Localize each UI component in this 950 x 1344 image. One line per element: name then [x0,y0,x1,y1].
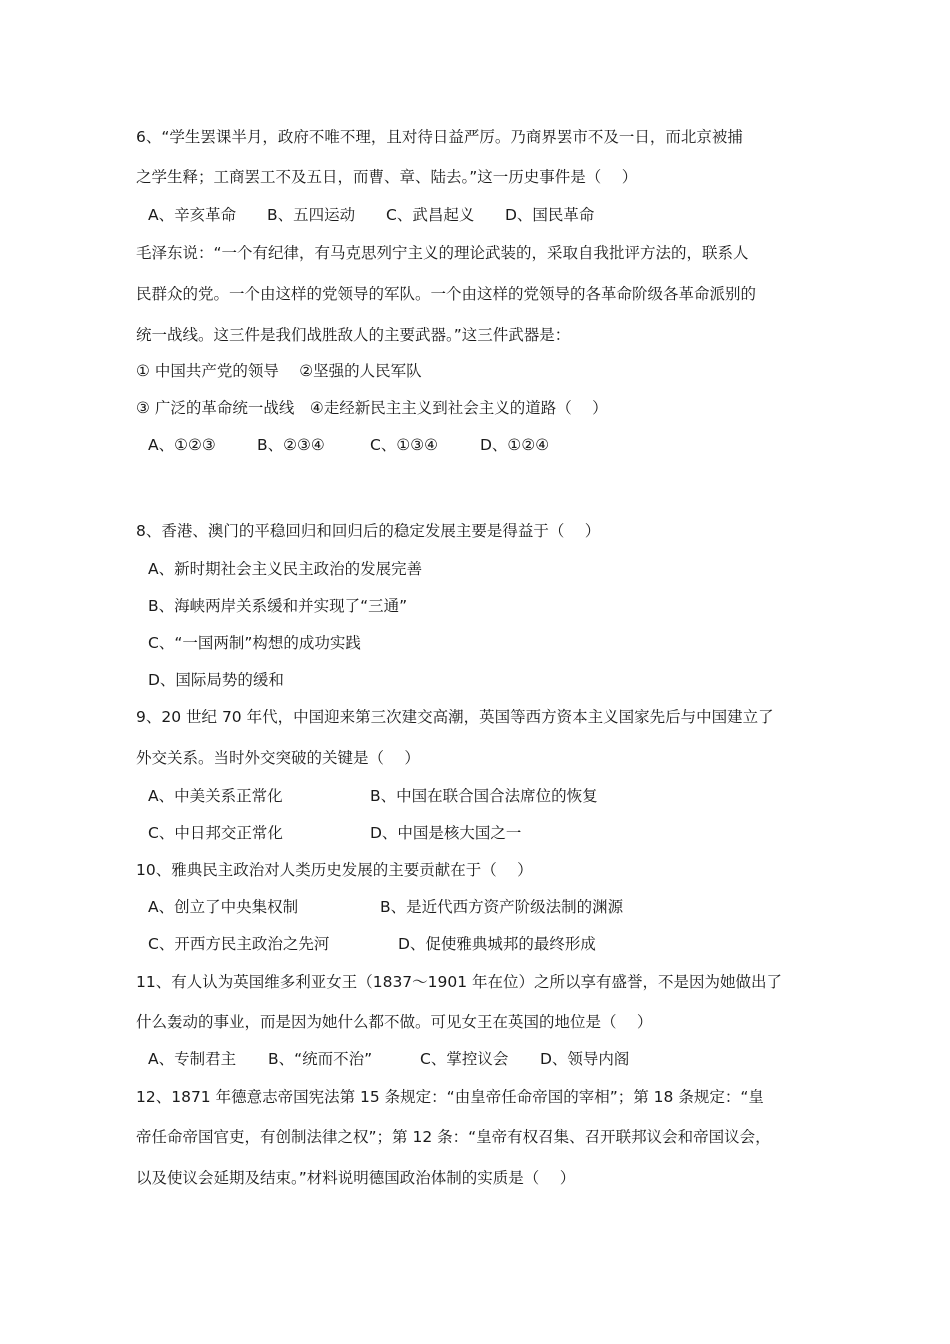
q12-line-1: 12、1871 年德意志帝国宪法第 15 条规定：“由皇帝任命帝国的宰相”；第 18 条规定：“皇 [136,1088,764,1106]
q7-line-4: ① 中国共产党的领导 ②坚强的人民军队 [136,362,422,380]
q11-option-c: C、掌控议会 [420,1050,509,1068]
q10-line-1: 10、雅典民主政治对人类历史发展的主要贡献在于（ ） [136,861,533,879]
q11-line-2: 什么轰动的事业，而是因为她什么都不做。可见女王在英国的地位是（ ） [136,1013,653,1031]
q7-option-d: D、①②④ [480,436,550,454]
q8-option-c: C、“一国两制”构想的成功实践 [148,634,361,652]
q10-option-b: B、是近代西方资产阶级法制的渊源 [380,898,624,916]
q11-option-d: D、领导内阁 [540,1050,630,1068]
q12-line-2: 帝任命帝国官吏，有创制法律之权”；第 12 条：“皇帝有权召集、召开联邦议会和帝国议会， [136,1128,771,1146]
q11-option-a: A、专制君主 [148,1050,237,1068]
q9-line-2: 外交关系。当时外交突破的关键是（ ） [136,749,420,767]
q9-option-a: A、中美关系正常化 [148,787,283,805]
q6-option-b: B、五四运动 [267,206,356,224]
q11-line-1: 11、有人认为英国维多利亚女王（1837～1901 年在位）之所以享有盛誉，不是因为她做出了 [136,973,783,991]
q9-option-b: B、中国在联合国合法席位的恢复 [370,787,598,805]
q6-option-d: D、国民革命 [505,206,595,224]
q11-option-b: B、“统而不治” [268,1050,373,1068]
q8-option-d: D、国际局势的缓和 [148,671,284,689]
q8-option-b: B、海峡两岸关系缓和并实现了“三通” [148,597,408,615]
q10-option-a: A、创立了中央集权制 [148,898,299,916]
q7-option-a: A、①②③ [148,436,216,454]
q10-option-d: D、促使雅典城邦的最终形成 [398,935,596,953]
q7-line-3: 统一战线。这三件是我们战胜敌人的主要武器。”这三件武器是： [136,326,571,344]
q6-line-2: 之学生释；工商罢工不及五日，而曹、章、陆去。”这一历史事件是（ ） [136,168,638,186]
q7-line-2: 民群众的党。一个由这样的党领导的军队。一个由这样的党领导的各革命阶级各革命派别的 [136,285,757,303]
q9-option-c: C、中日邦交正常化 [148,824,283,842]
q9-option-d: D、中国是核大国之一 [370,824,522,842]
q7-option-b: B、②③④ [257,436,325,454]
q9-line-1: 9、20 世纪 70 年代，中国迎来第三次建交高潮，英国等西方资本主义国家先后与中国建立了 [136,708,774,726]
q6-option-c: C、武昌起义 [386,206,475,224]
q6-option-a: A、辛亥革命 [148,206,237,224]
q6-line-1: 6、“学生罢课半月，政府不唯不理，且对待日益严厉。乃商界罢市不及一日，而北京被捕 [136,128,743,146]
q7-line-5: ③ 广泛的革命统一战线 ④走经新民主主义到社会主义的道路（ ） [136,399,608,417]
q7-option-c: C、①③④ [370,436,439,454]
q10-option-c: C、开西方民主政治之先河 [148,935,330,953]
q7-line-1: 毛泽东说：“一个有纪律，有马克思列宁主义的理论武装的，采取自我批评方法的，联系人 [136,244,749,262]
q12-line-3: 以及使议会延期及结束。”材料说明德国政治体制的实质是（ ） [136,1169,576,1187]
q8-option-a: A、新时期社会主义民主政治的发展完善 [148,560,423,578]
q8-line-1: 8、香港、澳门的平稳回归和回归后的稳定发展主要是得益于（ ） [136,522,601,540]
